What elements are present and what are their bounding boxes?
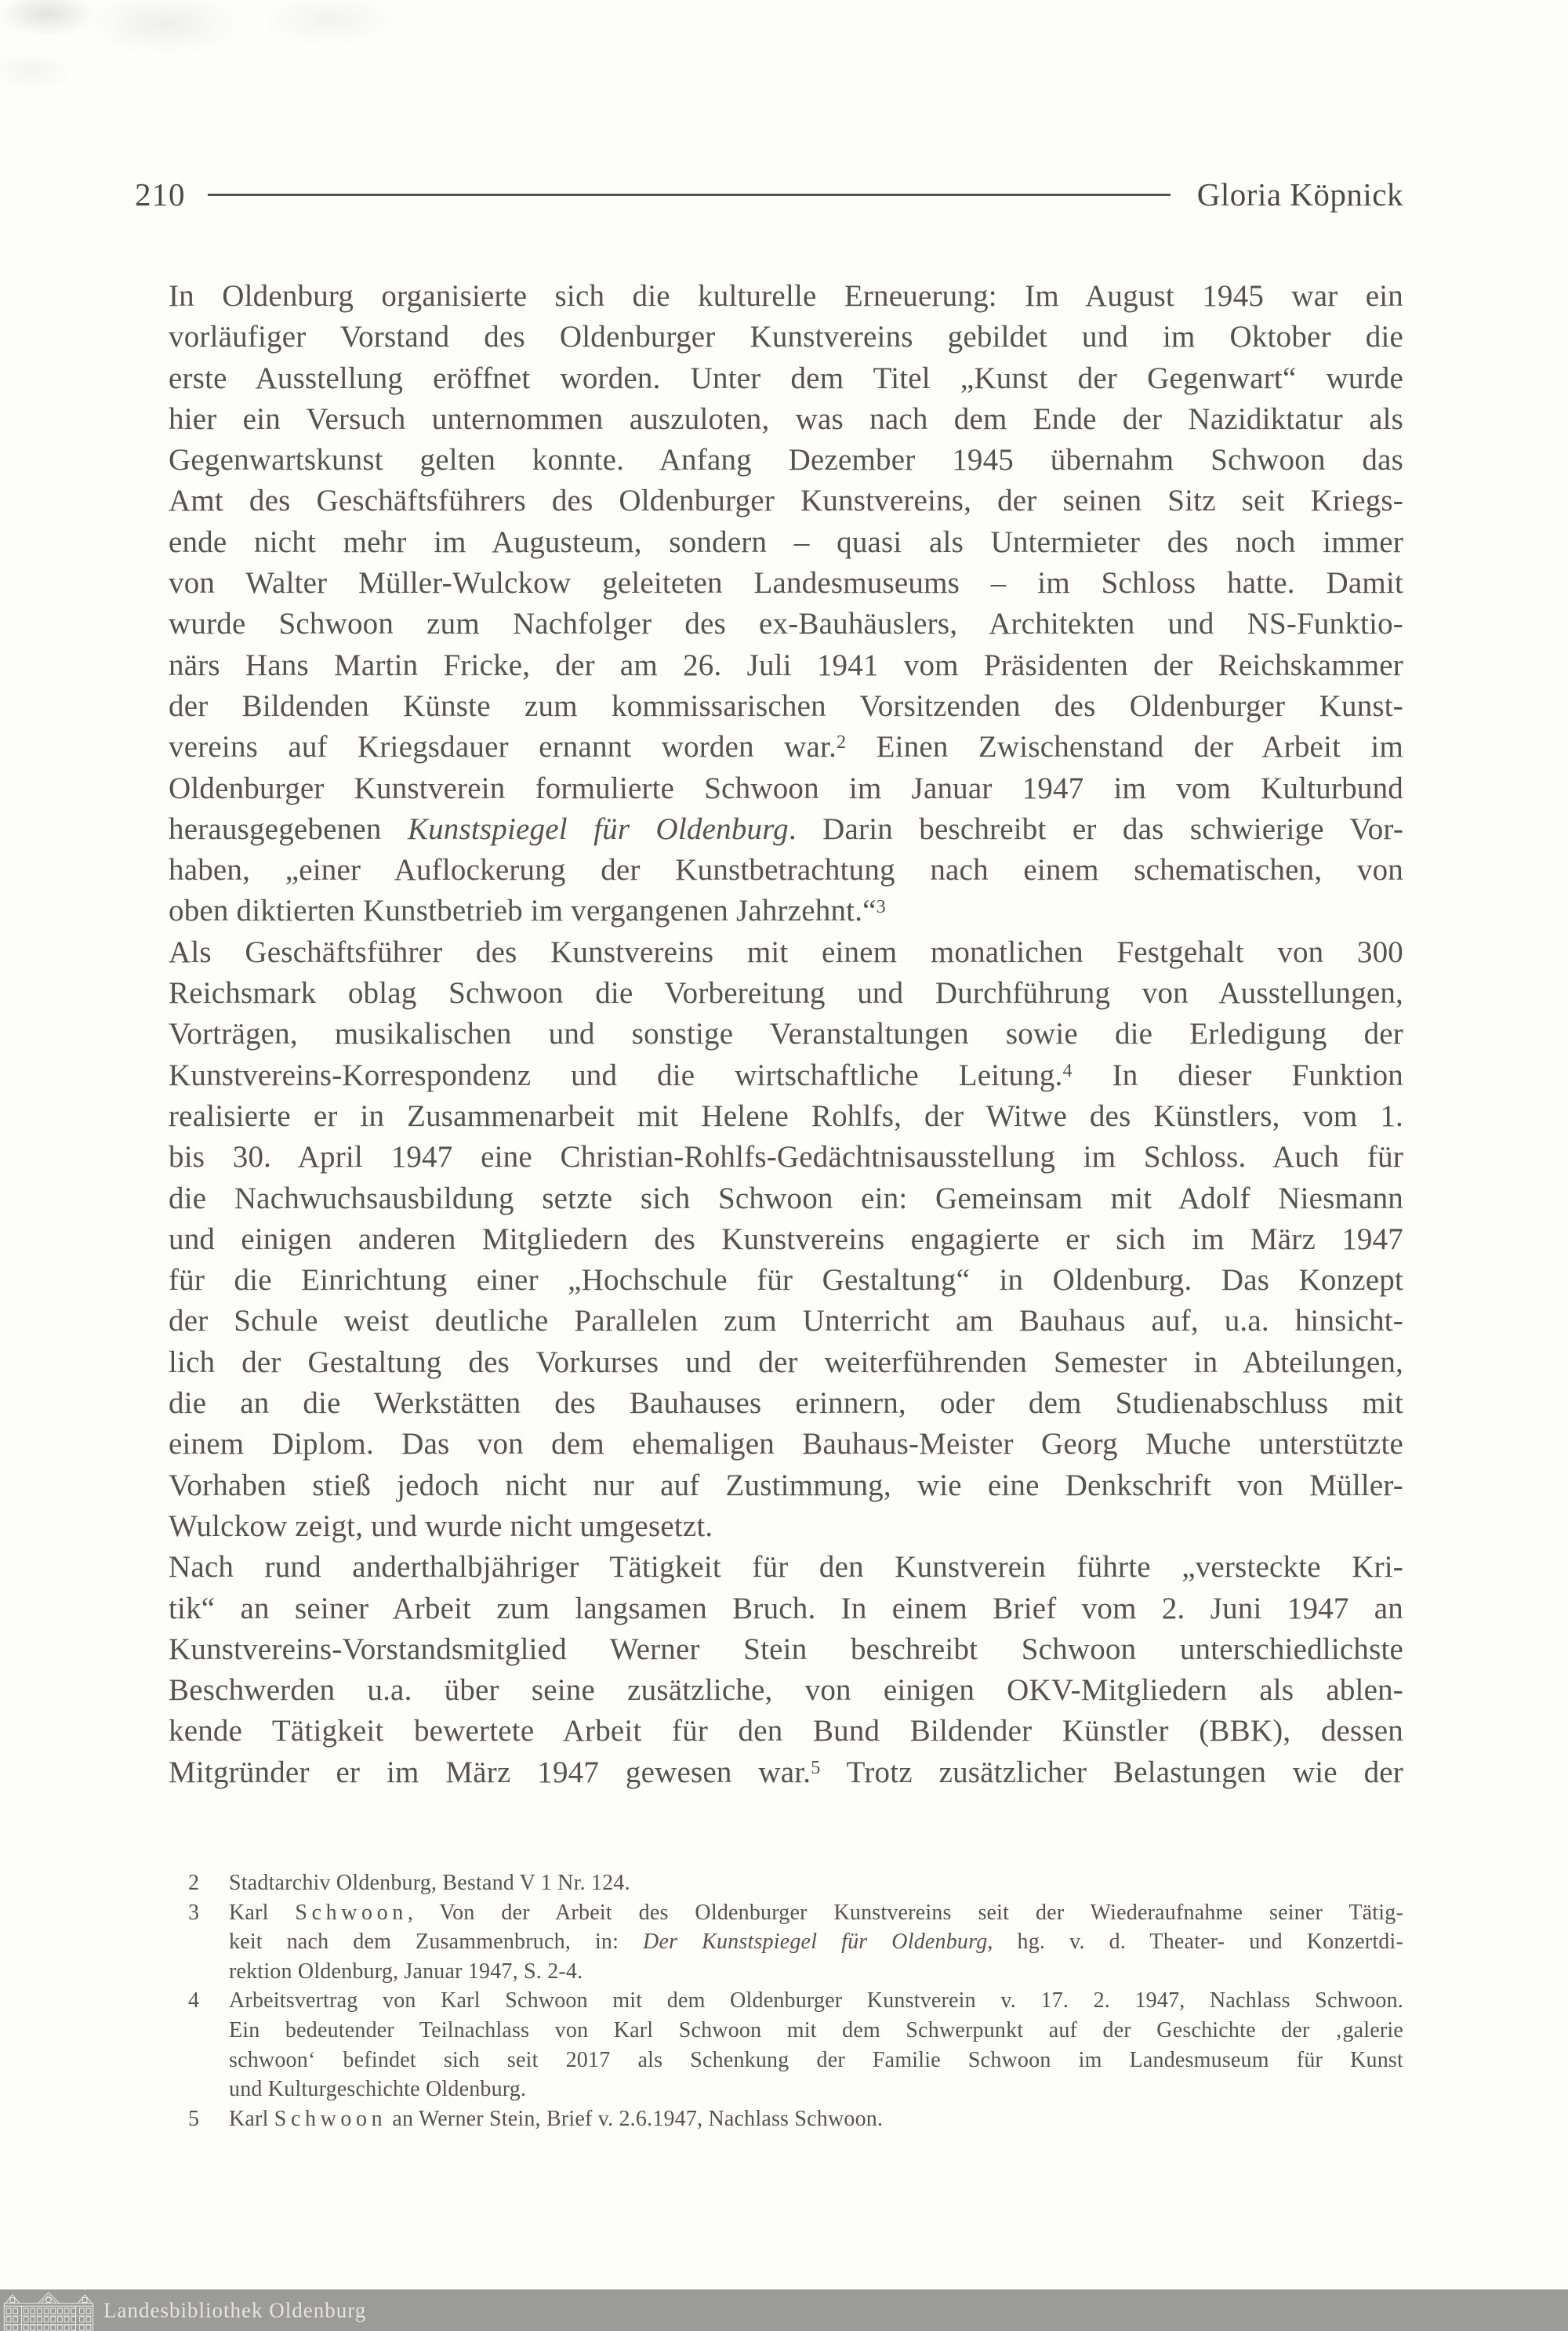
text-line: Karl Schwoon, Von der Arbeit des Oldenburger Kunstvereins seit der Wiederaufnahme seiner Tätig- [229,1900,1403,1925]
text-line: närs Hans Martin Fricke, der am 26. Juli 1941 vom Präsidenten der Reichskammer [169,648,1403,682]
text-line: die an die Werkstätten des Bauhauses erinnern, oder dem Studienabschluss mit [169,1386,1403,1421]
text-line: oben diktierten Kunstbetrieb im vergangenen Jahrzehnt.“$^3$ [169,894,886,928]
text-line: und einigen anderen Mitgliedern des Kunstvereins engagierte er sich im März 1947 [169,1222,1403,1256]
text-line: Vorträgen, musikalischen und sonstige Veranstaltungen sowie die Erledigung der [169,1017,1403,1051]
text-line: vorläufiger Vorstand des Oldenburger Kunstvereins gebildet und im Oktober die [169,320,1403,354]
text-line: Arbeitsvertrag von Karl Schwoon mit dem Oldenburger Kunstverein v. 17. 2. 1947, Nachlass Schwoon. [229,1988,1403,2013]
page-header [135,176,1403,213]
page-number: 210 [135,176,186,212]
text-line: Kunstvereins-Vorstandsmitglied Werner Stein beschreibt Schwoon unterschiedlichste [169,1632,1403,1666]
text-line: Wulckow zeigt, und wurde nicht umgesetzt. [169,1509,713,1543]
text-line: Mitgründer er im März 1947 gewesen war.$^5$ Trotz zusätzlicher Belastungen wie der [169,1755,1403,1789]
text-line: Gegenwartskunst gelten konnte. Anfang Dezember 1945 übernahm Schwoon das [169,443,1403,477]
text-line: lich der Gestaltung des Vorkurses und der weiterführenden Semester in Abteilungen, [169,1345,1403,1379]
text-line: einem Diplom. Das von dem ehemaligen Bauhaus-Meister Georg Muche unterstützte [169,1427,1403,1461]
footnote-text [229,1986,1403,2104]
text-line: und Kulturgeschichte Oldenburg. [229,2077,527,2102]
text-line: bis 30. April 1947 eine Christian-Rohlfs-Gedächtnisausstellung im Schloss. Auch für [169,1140,1403,1175]
text-line: der Bildenden Künste zum kommissarischen Vorsitzenden des Oldenburger Kunst- [169,688,1403,723]
text-line: keit nach dem Zusammenbruch, in: Der Kunstspiegel für Oldenburg, hg. v. d. Theater- und Konzertdi- [229,1930,1404,1955]
text-line: tik“ an seiner Arbeit zum langsamen Bruch. In einem Brief vom 2. Juni 1947 an [169,1591,1403,1625]
text-line: Nach rund anderthalbjähriger Tätigkeit für den Kunstverein führte „versteckte Kri- [169,1550,1403,1585]
footnote-text [229,1898,1403,1987]
text-line: vereins auf Kriegsdauer ernannt worden war.$^2$ Einen Zwischenstand der Arbeit im [169,730,1403,764]
text-line: erste Ausstellung eröffnet worden. Unter dem Titel „Kunst der Gegenwart“ wurde [169,361,1403,395]
text-line: Als Geschäftsführer des Kunstvereins mit einem monatlichen Festgehalt von 300 [169,935,1403,969]
text-line: für die Einrichtung einer „Hochschule für Gestaltung“ in Oldenburg. Das Konzept [169,1263,1403,1298]
author-name: Gloria Köpnick [1196,176,1403,212]
paragraph-2 [169,932,1403,1547]
text-line: Karl Schwoon an Werner Stein, Brief v. 2.6.1947, Nachlass Schwoon. [229,2106,884,2131]
footnote-text [229,2104,1403,2134]
text-line: die Nachwuchsausbildung setzte sich Schwoon ein: Gemeinsam mit Adolf Niesmann [169,1181,1403,1215]
scan-noise-artifact [0,0,486,133]
text-line: haben, „einer Auflockerung der Kunstbetrachtung nach einem schematischen, von [169,853,1403,888]
text-line: Amt des Geschäftsführers des Oldenburger Kunstvereins, der seinen Sitz seit Kriegs- [169,484,1403,518]
text-line: ende nicht mehr im Augusteum, sondern – quasi als Untermieter des noch immer [169,525,1403,559]
text-line: von Walter Müller-Wulckow geleiteten Landesmuseums – im Schloss hatte. Damit [169,566,1403,601]
library-stamp-bar [0,2289,1568,2331]
text-line: herausgegebenen Kunstspiegel für Oldenburg. Darin beschreibt er das schwierige Vor- [169,811,1403,846]
footnotes-section [188,1868,1403,2133]
text-line: In Oldenburg organisierte sich die kulturelle Erneuerung: Im August 1945 war ein [169,279,1403,313]
footnote-number: 4 [188,1988,200,2013]
footnote-2 [188,1868,1403,1898]
footnote-4 [188,1986,1403,2104]
footnote-3 [188,1898,1403,1987]
library-label: Landesbibliothek Oldenburg [103,2298,367,2322]
text-line: rektion Oldenburg, Januar 1947, S. 2-4. [229,1959,583,1984]
footnote-number: 5 [188,2106,200,2131]
text-line: realisierte er in Zusammenarbeit mit Helene Rohlfs, der Witwe des Künstlers, vom 1. [169,1098,1403,1133]
text-line: wurde Schwoon zum Nachfolger des ex-Bauhäuslers, Architekten und NS-Funktio- [169,607,1403,641]
text-line: Beschwerden u.a. über seine zusätzliche, von einigen OKV-Mitgliedern als ablen- [169,1673,1403,1708]
text-line: hier ein Versuch unternommen auszuloten, was nach dem Ende der Nazidiktatur als [169,401,1403,436]
footnote-number: 2 [188,1871,200,1895]
footnote-5 [188,2104,1403,2134]
paragraph-3 [169,1547,1403,1793]
text-line: Oldenburger Kunstverein formulierte Schwoon im Januar 1947 im vom Kulturbund [169,771,1403,805]
text-line: schwoon‘ befindet sich seit 2017 als Schenkung der Familie Schwoon im Landesmuseum für Kunst [229,2047,1403,2072]
text-line: Reichsmark oblag Schwoon die Vorbereitung und Durchführung von Ausstellungen, [169,976,1403,1011]
text-line: der Schule weist deutliche Parallelen zum Unterricht am Bauhaus auf, u.a. hinsicht- [169,1304,1403,1338]
text-line: Stadtarchiv Oldenburg, Bestand V 1 Nr. 124. [229,1871,630,1895]
library-building-icon [2,2292,95,2331]
text-line: kende Tätigkeit bewertete Arbeit für den Bund Bildender Künstler (BBK), dessen [169,1714,1403,1748]
body-text [169,276,1403,1793]
text-line: Kunstvereins-Korrespondenz und die wirtschaftliche Leitung.$^4$ In dieser Funktion [169,1058,1403,1092]
footnote-number: 3 [188,1900,200,1925]
paragraph-1 [169,276,1403,932]
header-rule [208,194,1171,196]
text-line: Ein bedeutender Teilnachlass von Karl Schwoon mit dem Schwerpunkt auf der Geschichte der ‚galerie [229,2017,1403,2042]
text-line: Vorhaben stieß jedoch nicht nur auf Zustimmung, wie eine Denkschrift von Müller- [169,1468,1403,1502]
footnote-text [229,1868,1403,1898]
